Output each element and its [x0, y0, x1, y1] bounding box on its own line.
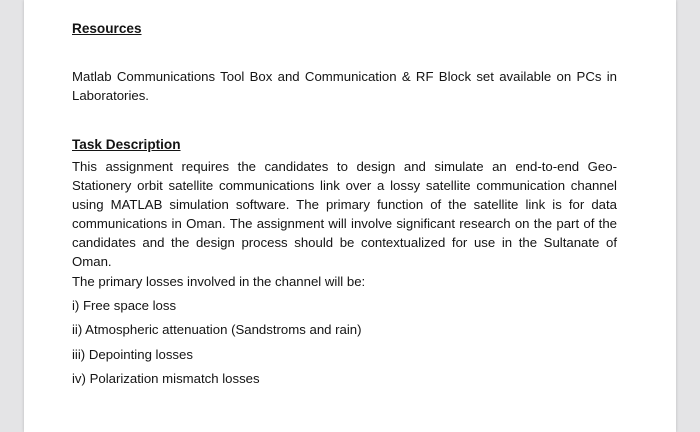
loss-item-atmospheric: ii) Atmospheric attenuation (Sandstroms and rain) [72, 322, 362, 337]
task-description-text: This assignment requires the candidates to design and simulate an end-to-end Geo-Stationery orbit satellite communications link over a lossy satellite communication channel using MATLAB simulation software. The primary function of the satellite link is for data communications in Oman. The assignment will involve significant research on the part of the candidates and the design process should be contextualized for use in the Sultanate of Oman. [72, 159, 617, 269]
resources-text: Matlab Communications Tool Box and Communication & RF Block set available on PCs in Laboratories. [72, 69, 617, 103]
task-description-heading: Task Description [72, 137, 181, 152]
resources-heading: Resources [72, 21, 142, 36]
loss-item-free-space: i) Free space loss [72, 298, 177, 313]
loss-item-depointing: iii) Depointing losses [72, 347, 193, 362]
document-page [24, 0, 676, 432]
loss-item-polarization: iv) Polarization mismatch losses [72, 371, 260, 386]
losses-intro: The primary losses involved in the channel will be: [72, 274, 366, 289]
